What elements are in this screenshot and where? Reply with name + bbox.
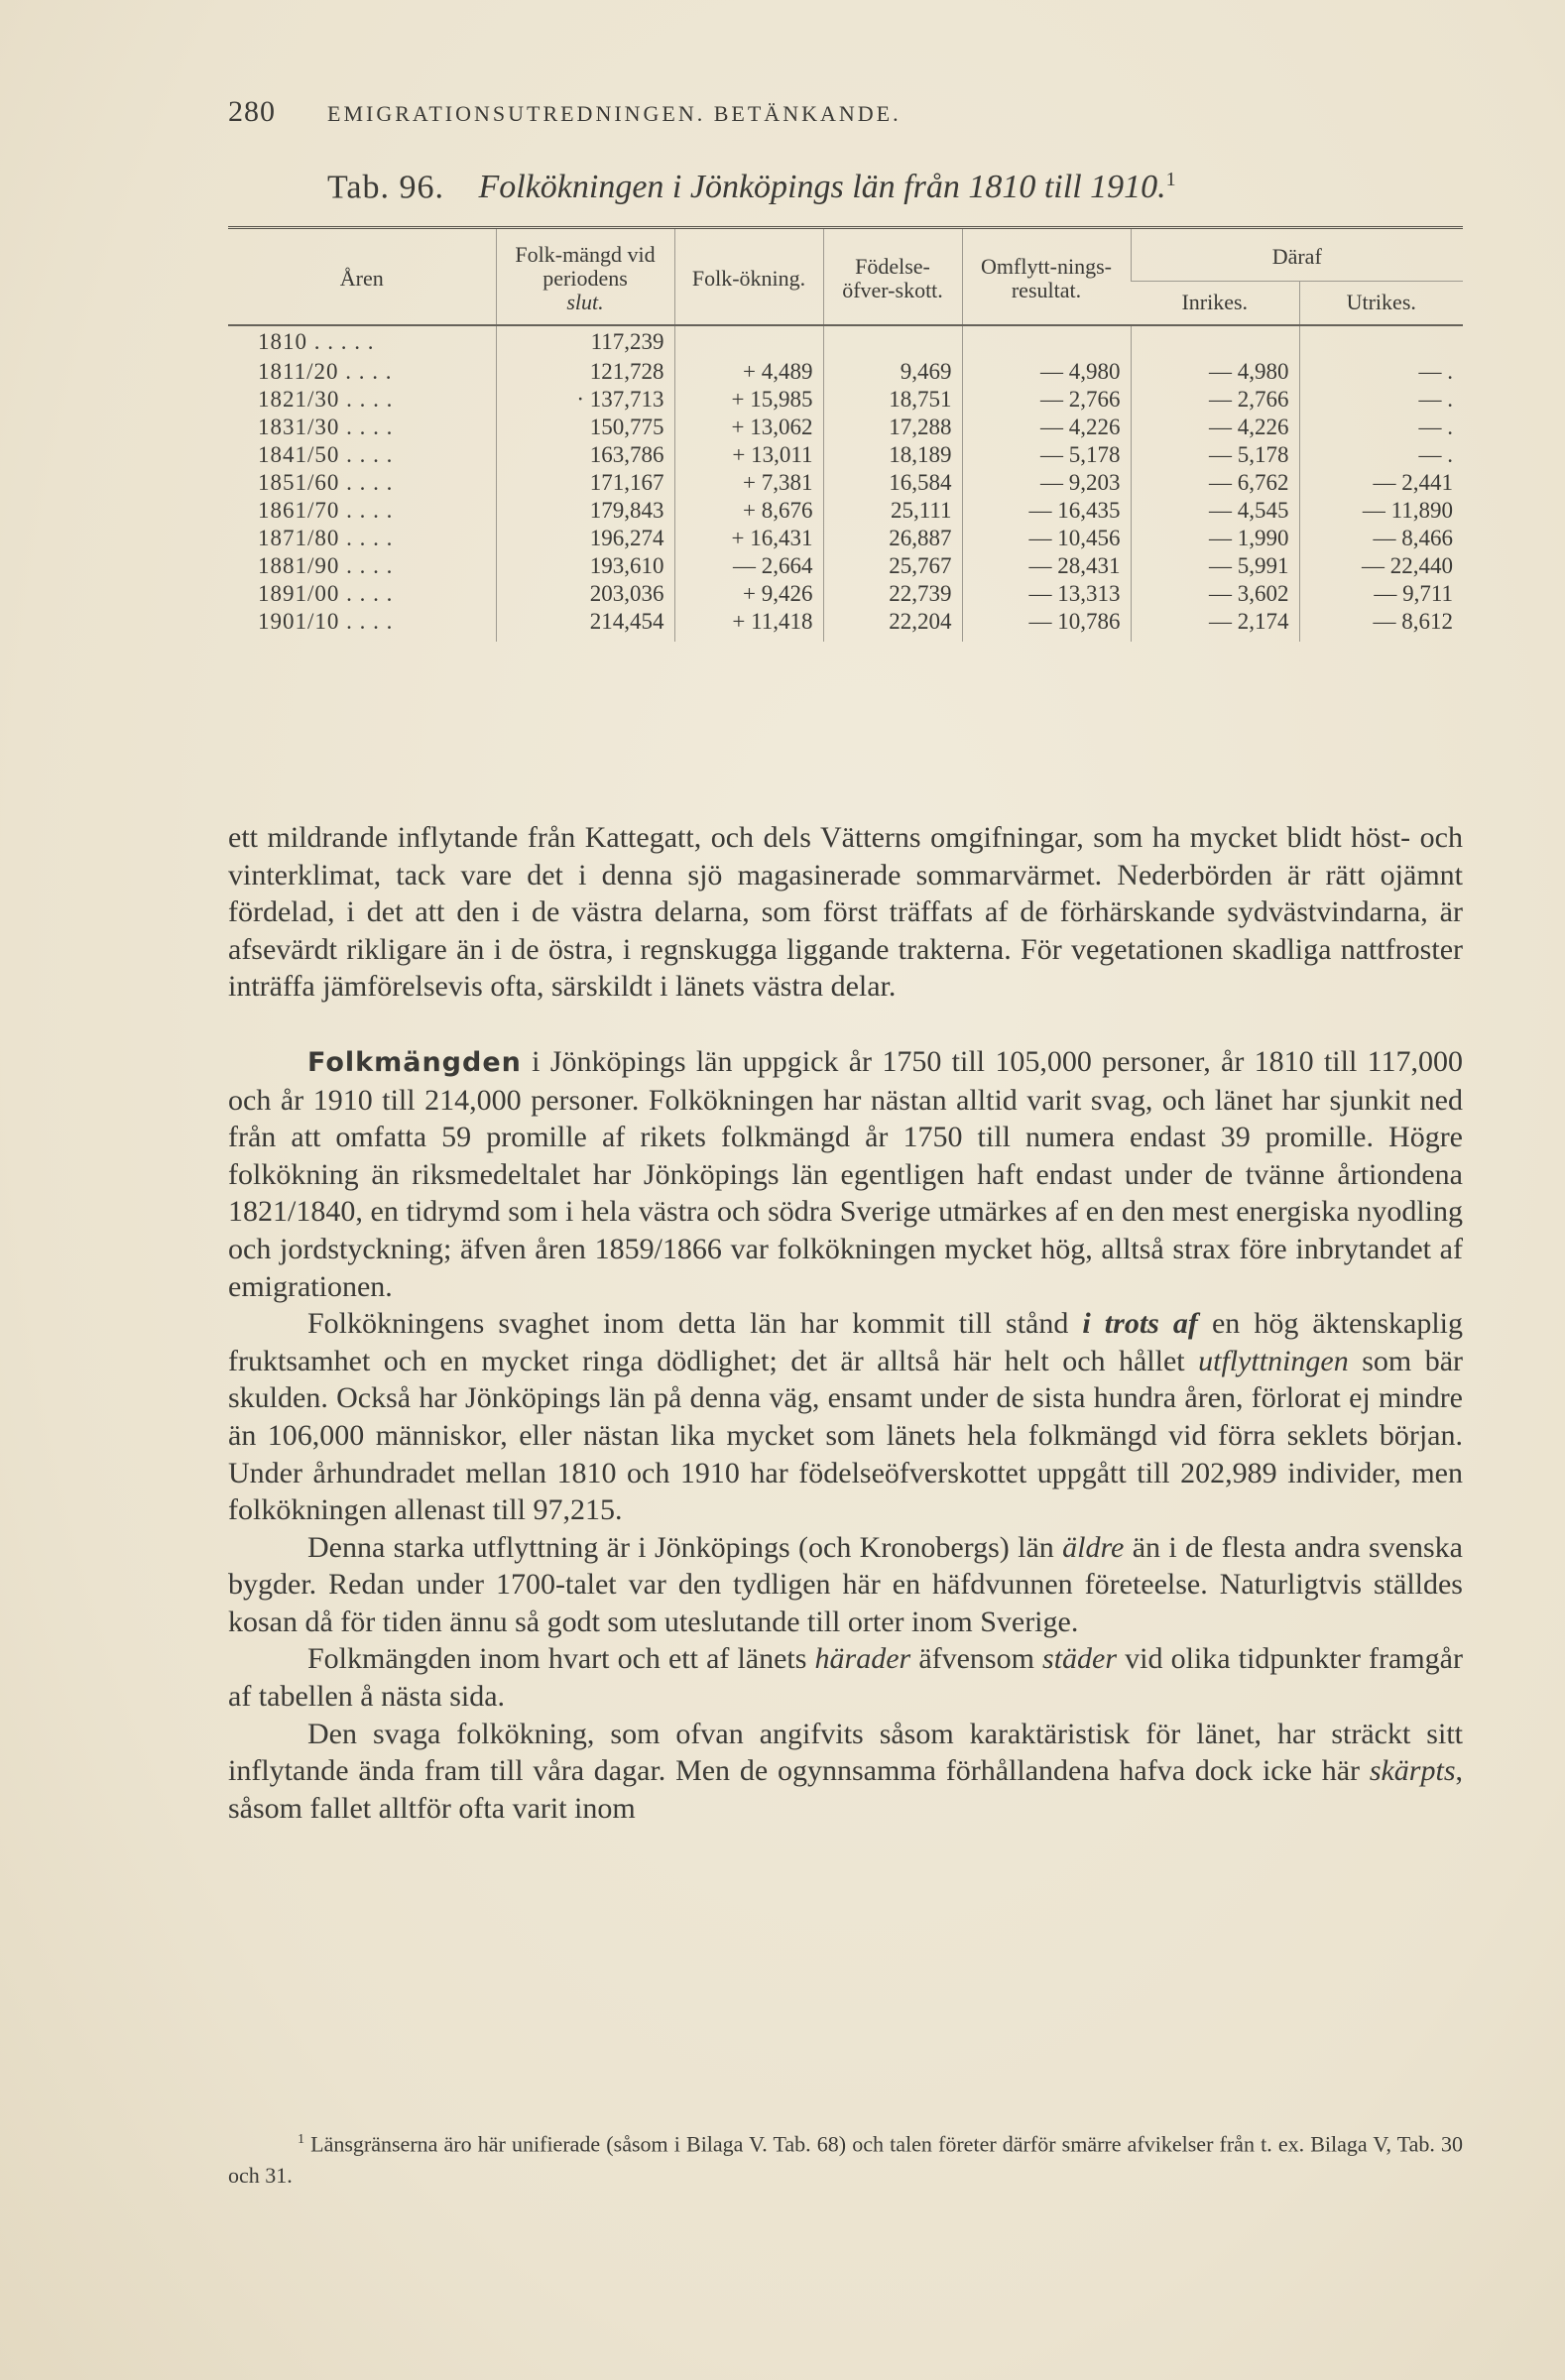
value-cell: 25,767 (823, 552, 962, 580)
value-cell: + 4,489 (674, 358, 823, 386)
paragraph: Denna starka utflyttning är i Jönköpings (och Kronobergs) län äldre än i de flesta andra svenska bygder. Redan under 1700-talet var den tydligen här en häfdvunnen företeelse. Naturligtvis ställdes kosan då för tiden ännu så godt som uteslutande till orter inom Sverige. (228, 1530, 1463, 1638)
table-row (228, 386, 1463, 414)
header-folkokning: Folk-ökning. (674, 228, 823, 326)
value-cell: — 4,226 (1131, 414, 1299, 441)
population-table (228, 226, 1463, 642)
table-row (228, 552, 1463, 580)
paragraph: Den svaga folkökning, som ofvan angifvits såsom karaktäristisk för länet, har sträckt sitt inflytande ända fram till våra dagar. Men de ogynnsamma förhållandena hafva dock icke här skärpts, såsom fallet alltför ofta varit inom (228, 1717, 1463, 1825)
value-cell: 26,887 (823, 525, 962, 552)
value-cell: + 8,676 (674, 497, 823, 525)
value-cell: — 8,466 (1299, 525, 1463, 552)
value-cell: 16,584 (823, 469, 962, 497)
value-cell: — 28,431 (962, 552, 1131, 580)
value-cell: 22,204 (823, 608, 962, 642)
body-text (228, 819, 1463, 1827)
value-cell: — 22,440 (1299, 552, 1463, 580)
period-cell: 1901/10 . . . . (258, 609, 394, 634)
value-cell: — 4,980 (1131, 358, 1299, 386)
table-row (228, 580, 1463, 608)
paragraph: Folkökningens svaghet inom detta län har kommit till stånd i trots af en hög äktenskaplig fruktsamhet och en mycket ringa dödlighet; det är alltså här helt och hållet utflyttningen som bär skulden. Också har Jönköpings län på denna väg, ensamt under de sista hundra åren, förlorat ej mindre än 106,000 människor, eller nästan lika mycket som länets hela folkmängd vid förra seklets början. Under århundradet mellan 1810 och 1910 har födelseöfverskottet uppgått till 202,989 individer, men folkökningen allenast till 97,215. (228, 1307, 1463, 1527)
value-cell: 179,843 (496, 497, 674, 525)
value-cell (1131, 325, 1299, 358)
value-cell: 18,751 (823, 386, 962, 414)
value-cell: — 9,711 (1299, 580, 1463, 608)
period-cell: 1851/60 . . . . (258, 470, 394, 495)
value-cell: — 9,203 (962, 469, 1131, 497)
header-daraf: Däraf (1131, 228, 1463, 282)
footnote-text: Länsgränserna äro här unifierade (såsom i Bilaga V. Tab. 68) och talen företer därför smärre afvikelser från t. ex. Bilaga V, Tab. 30 och 31. (228, 2131, 1463, 2189)
value-cell: + 11,418 (674, 608, 823, 642)
table-title: Folkökningen i Jönköpings län från 1810 till 1910. (478, 169, 1166, 206)
value-cell: — 4,545 (1131, 497, 1299, 525)
value-cell: + 13,062 (674, 414, 823, 441)
value-cell: 214,454 (496, 608, 674, 642)
header-folkmangd-slut: slut. (566, 290, 604, 314)
header-fodelseoverskott: Födelse-öfver-skott. (823, 228, 962, 326)
value-cell: — 3,602 (1131, 580, 1299, 608)
value-cell: 121,728 (496, 358, 674, 386)
value-cell: — 16,435 (962, 497, 1131, 525)
table-row (228, 497, 1463, 525)
value-cell: — 2,766 (962, 386, 1131, 414)
period-cell: 1821/30 . . . . (258, 387, 394, 412)
value-cell: — 11,890 (1299, 497, 1463, 525)
table-row (228, 608, 1463, 642)
header-folkmangd: Folk-mängd vid periodens slut. (496, 228, 674, 326)
period-cell: 1871/80 . . . . (258, 526, 394, 550)
value-cell: — 1,990 (1131, 525, 1299, 552)
value-cell: 193,610 (496, 552, 674, 580)
value-cell (1299, 325, 1463, 358)
value-cell: 150,775 (496, 414, 674, 441)
value-cell: 22,739 (823, 580, 962, 608)
value-cell: + 13,011 (674, 441, 823, 469)
value-cell: — . (1299, 441, 1463, 469)
value-cell: — 2,664 (674, 552, 823, 580)
header-inrikes: Inrikes. (1131, 281, 1299, 325)
paragraph: ett mildrande inflytande från Kattegatt, och dels Vätterns omgifningar, som ha mycket blidt höst- och vinterklimat, tack vare det i denna sjö magasinerade sommarvärmet. Nederbörden är rätt ojämnt fördelad, i det att den i de västra delarna, som först träffats af de förhärskande sydvästvindarna, är afsevärdt rikligare än i de östra, i regnskugga liggande trakterna. För vegetationen skadliga nattfroster inträffa jämförelsevis ofta, särskildt i länets västra delar. (228, 821, 1463, 1004)
value-cell: + 16,431 (674, 525, 823, 552)
table-row (228, 358, 1463, 386)
period-cell: 1831/30 . . . . (258, 415, 394, 439)
header-aren: Åren (228, 228, 496, 326)
period-cell: 1841/50 . . . . (258, 442, 394, 467)
period-cell: 1811/20 . . . . (258, 359, 393, 384)
table-row (228, 414, 1463, 441)
footnote-mark: 1 (298, 2132, 304, 2147)
header-omflyttning: Omflytt-nings-resultat. (962, 228, 1131, 326)
value-cell: — 2,441 (1299, 469, 1463, 497)
running-title: EMIGRATIONSUTREDNINGEN. BETÄNKANDE. (327, 101, 902, 126)
value-cell (823, 325, 962, 358)
value-cell: — 5,991 (1131, 552, 1299, 580)
value-cell: 203,036 (496, 580, 674, 608)
table-row (228, 441, 1463, 469)
value-cell (674, 325, 823, 358)
page-number: 280 (228, 95, 276, 128)
footnote (228, 2124, 1463, 2192)
value-cell: 17,288 (823, 414, 962, 441)
header-utrikes: Utrikes. (1299, 281, 1463, 325)
value-cell: 163,786 (496, 441, 674, 469)
paragraph: Folkmängden i Jönköpings län uppgick år 1750 till 105,000 personer, år 1810 till 117,000 och år 1910 till 214,000 personer. Folkökningen har nästan alltid varit svag, och länet har sjunkit ned från att omfatta 59 promille af rikets folkmängd år 1750 till numera endast 39 promille. Högre folkökning än riksmedeltalet har Jönköpings län egentligen haft endast under de tvänne årtiondena 1821/1840, en tidrymd som i hela västra och södra Sverige utmärkes af en den mest energiska nyodling och jordstyckning; äfven åren 1859/1866 var folkökningen mycket hög, alltså strax före inbrytandet af emigrationen. (228, 1044, 1463, 1303)
value-cell: — 4,980 (962, 358, 1131, 386)
table-caption (327, 169, 1418, 206)
period-cell: 1810 . . . . . (258, 329, 375, 354)
table-row (228, 469, 1463, 497)
period-cell: 1891/00 . . . . (258, 581, 394, 606)
value-cell: — 10,456 (962, 525, 1131, 552)
footnote-reference: 1 (1165, 169, 1176, 190)
value-cell: — . (1299, 358, 1463, 386)
value-cell (962, 325, 1131, 358)
value-cell: + 15,985 (674, 386, 823, 414)
running-header (228, 95, 1468, 135)
value-cell: 196,274 (496, 525, 674, 552)
section-lead: Folkmängden (307, 1046, 522, 1078)
value-cell: — 2,174 (1131, 608, 1299, 642)
paragraph: Folkmängden inom hvart och ett af länets härader äfvensom städer vid olika tidpunkter framgår af tabellen å nästa sida. (228, 1642, 1463, 1714)
value-cell: — 5,178 (962, 441, 1131, 469)
value-cell: — . (1299, 386, 1463, 414)
value-cell: 9,469 (823, 358, 962, 386)
value-cell: · 137,713 (496, 386, 674, 414)
value-cell: 171,167 (496, 469, 674, 497)
value-cell: — 2,766 (1131, 386, 1299, 414)
period-cell: 1861/70 . . . . (258, 498, 394, 523)
value-cell: 117,239 (496, 325, 674, 358)
value-cell: 18,189 (823, 441, 962, 469)
value-cell: — 4,226 (962, 414, 1131, 441)
value-cell: — . (1299, 414, 1463, 441)
value-cell: 25,111 (823, 497, 962, 525)
value-cell: + 7,381 (674, 469, 823, 497)
value-cell: + 9,426 (674, 580, 823, 608)
value-cell: — 10,786 (962, 608, 1131, 642)
table-row (228, 525, 1463, 552)
period-cell: 1881/90 . . . . (258, 553, 394, 578)
value-cell: — 6,762 (1131, 469, 1299, 497)
table-row (228, 325, 1463, 358)
table-number: Tab. 96. (327, 169, 444, 206)
value-cell: — 5,178 (1131, 441, 1299, 469)
value-cell: — 13,313 (962, 580, 1131, 608)
value-cell: — 8,612 (1299, 608, 1463, 642)
